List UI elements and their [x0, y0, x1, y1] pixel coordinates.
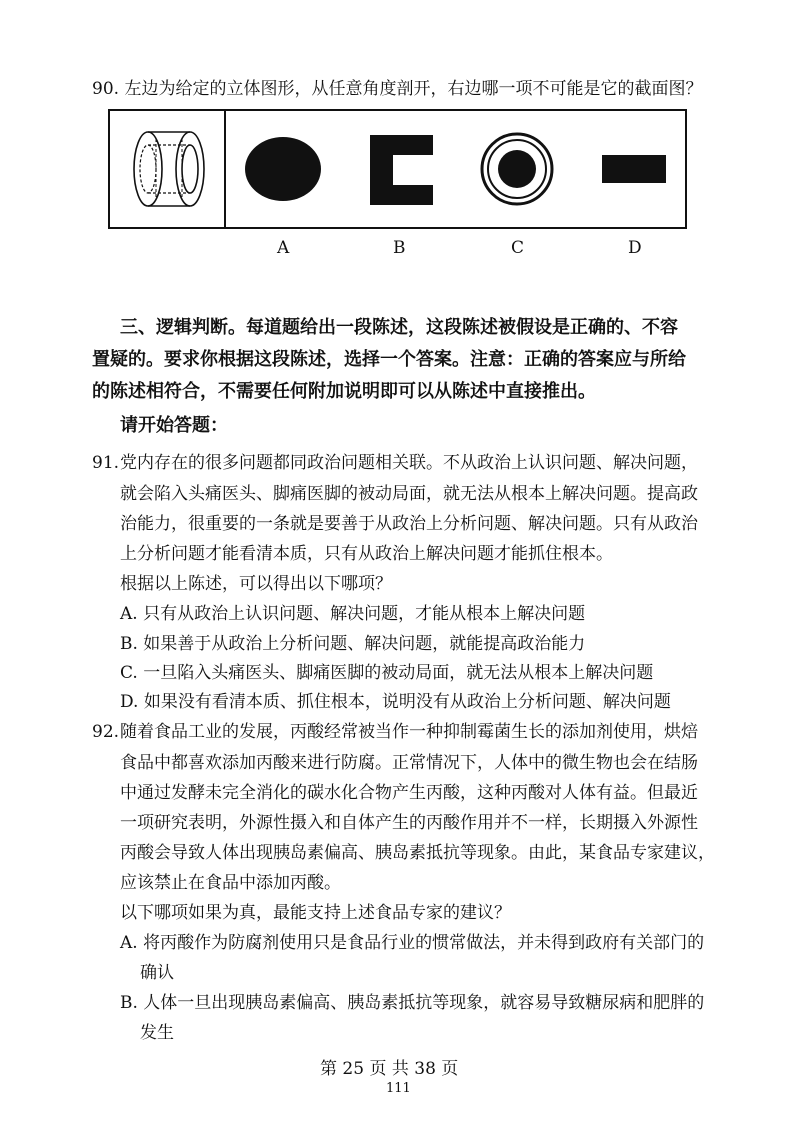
q91-line1: 党内存在的很多问题都同政治问题相关联。不从政治上认识问题、解决问题，	[120, 453, 698, 473]
page-indicator: 第 25 页 共 38 页	[320, 1059, 459, 1079]
q92-line1: 随着食品工业的发展，丙酸经常被当作一种抑制霉菌生长的添加剂使用，烘焙	[120, 722, 698, 742]
option-b-shape	[370, 135, 433, 205]
hollow-cylinder-figure	[134, 132, 204, 206]
q91-line4: 上分析问题才能看清本质，只有从政治上解决问题才能抓住根本。	[120, 544, 613, 564]
q92-option-a-line2: 确认	[140, 963, 174, 983]
q91-number: 91.	[92, 453, 120, 473]
option-c-shape	[482, 134, 552, 204]
q91-line3: 治能力，很重要的一条就是要善于从政治上分析问题、解决问题。只有从政治	[120, 514, 698, 534]
q92-line3: 中通过发酵未完全消化的碳水化合物产生丙酸，这种丙酸对人体有益。但最近	[120, 783, 698, 803]
q92-number: 92.	[92, 722, 120, 742]
start-answering: 请开始答题：	[120, 415, 228, 436]
q92-option-b-line1: B. 人体一旦出现胰岛素偏高、胰岛素抵抗等现象，就容易导致糖尿病和肥胖的	[120, 993, 705, 1013]
q90-stem: 90. 左边为给定的立体图形，从任意角度剖开，右边哪一项不可能是它的截面图？	[92, 79, 703, 99]
section-heading-line1: 三、逻辑判断。每道题给出一段陈述，这段陈述被假设是正确的、不容	[120, 317, 678, 338]
page-number: 111	[386, 1081, 411, 1096]
q91-option-c: C. 一旦陷入头痛医头、脚痛医脚的被动局面，就无法从根本上解决问题	[120, 663, 654, 683]
q92-line6: 应该禁止在食品中添加丙酸。	[120, 873, 341, 893]
option-label-a: A	[277, 238, 290, 258]
q91-question: 根据以上陈述，可以得出以下哪项？	[120, 574, 392, 594]
q92-line4: 一项研究表明，外源性摄入和自体产生的丙酸作用并不一样，长期摄入外源性	[120, 813, 698, 833]
option-d-shape	[602, 155, 666, 183]
option-label-d: D	[628, 238, 642, 258]
section-heading-line3: 的陈述相符合，不需要任何附加说明即可以从陈述中直接推出。	[92, 381, 596, 402]
q92-option-b-line2: 发生	[140, 1023, 174, 1043]
q92-line5: 丙酸会导致人体出现胰岛素偏高、胰岛素抵抗等现象。由此，某食品专家建议，	[120, 843, 715, 863]
q91-option-a: A. 只有从政治上认识问题、解决问题，才能从根本上解决问题	[120, 604, 586, 624]
section-heading-line2: 置疑的。要求你根据这段陈述，选择一个答案。注意：正确的答案应与所给	[92, 349, 686, 370]
q91-option-b: B. 如果善于从政治上分析问题、解决问题，就能提高政治能力	[120, 634, 586, 654]
option-label-c: C	[511, 238, 525, 258]
figure-shapes	[108, 109, 687, 229]
option-label-b: B	[393, 238, 406, 258]
q91-line2: 就会陷入头痛医头、脚痛医脚的被动局面，就无法从根本上解决问题。提高政	[120, 484, 698, 504]
option-a-shape	[245, 137, 321, 201]
q92-line2: 食品中都喜欢添加丙酸来进行防腐。正常情况下，人体中的微生物也会在结肠	[120, 753, 698, 773]
q92-question: 以下哪项如果为真，最能支持上述食品专家的建议？	[120, 903, 511, 923]
q91-option-d: D. 如果没有看清本质、抓住根本，说明没有从政治上分析问题、解决问题	[120, 692, 671, 712]
q92-option-a-line1: A. 将丙酸作为防腐剂使用只是食品行业的惯常做法，并未得到政府有关部门的	[120, 933, 705, 953]
